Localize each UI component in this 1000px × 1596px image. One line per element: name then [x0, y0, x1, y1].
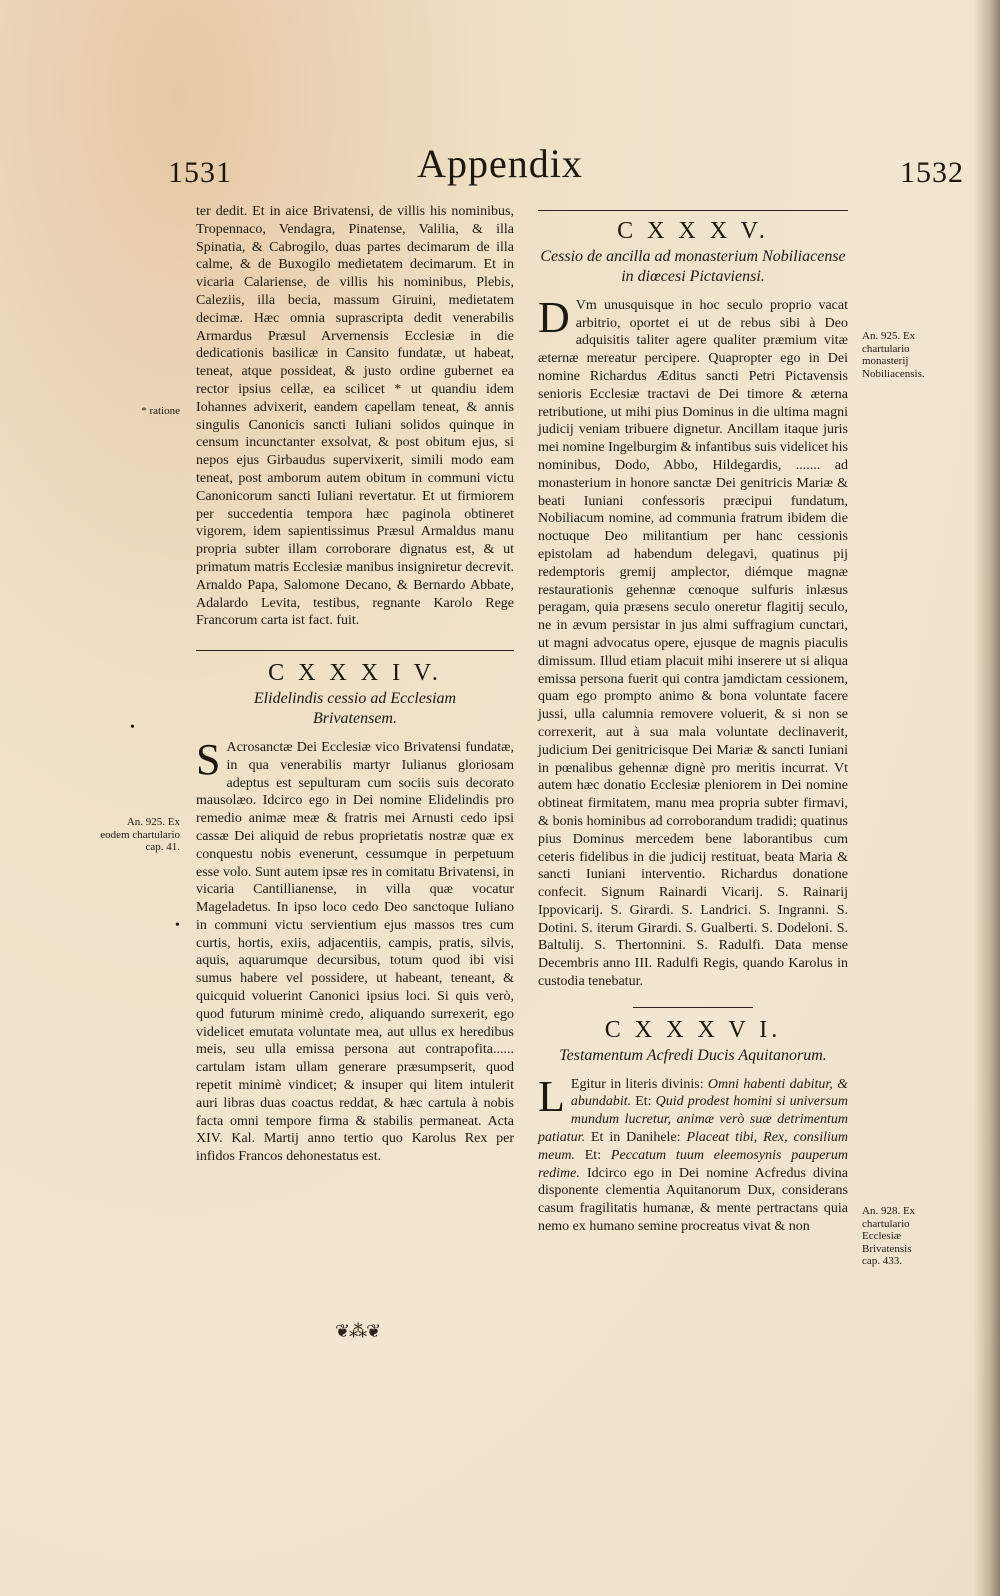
section-134-body — [196, 734, 514, 1166]
section-title-134-line2: Brivatensem. — [313, 709, 397, 727]
drop-cap: L — [538, 1071, 565, 1121]
margin-note-chartulary-41: An. 925. Ex eodem chartulario cap. 41. — [100, 816, 180, 853]
section-135-text: Vm unusquisque in hoc seculo proprio vacat arbitrio, oportet ei ut de rebus sibi à Deo adquisitis taliter agere qualiter præmium vitæ æternæ mereatur percipere. Quapropter ego in Dei nomine Richardus Æditus sancti Petri Pictavensis senioris Ecclesiæ tractavi de Dei timore & æterna retributione, ut mihi pius Dominus in die ultima magni judicij veniam tribuere dignetur. Ancillam itaque juris mei nomine Ingelburgim & infantibus suis videlicet his nominibus, Dodo, Abbo, Hildegardis, ....... ad monasterium in honore sanctæ Dei genitricis Mariæ & beati Iuniani confessoris præcipui fundatum, Nobiliacum nomine, ad communia fratrum ibidem die noctuque Deo militantium per hanc cessionis epistolam ad habendum delegavi, quatinus pij redemptoris gremij amplector, diémque magnæ restaurationis gehennæ cœnoque sulfuris inlæsus peragam, quia præsens seculo oneretur flagitij seculo, ne in ævum persistar in jus almi suffragium cunctari, ut magni advocatus opere, ejusque de magnis piaculis dimissum. Illud etiam placuit mihi inserere ut si aliqua emissa persona fuerit qui contra jamdictam cessionem, quam ego prompto animo & bona voluntate facere jussi, ulla calumnia removere voluerit, & si non se correxerit, aut à sua mala voluntate declinaverit, judicium Dei genitricisque Dei Mariæ & sancti Iuniani in pœnalibus gehennæ dignè pro meritis incurrat. Vt autem hæc donatio Ecclesiæ pleniorem in Dei nomine obtineat firmitatem, manu mea propria subter firmavi, & bonis hominibus ad corroborandum tradidi; quatinus pius Dominus mercedem bene laborantibus cum ceteris fidelibus in die judicij restituat, beata Maria & sancti Iuniani interventio. Richardus donatione confecit. Signum Rainardi Vicarij. S. Rainarij Ippovicarij. S. Girardi. S. Landrici. S. Ingranni. S. Dotini. S. iterum Girardi. S. Gualberti. S. Dodeloni. S. Baltulij. S. Thertonnini. S. Radulfi. Data mense Decembris anno III. Radulfi Regis, quando Karolus in custodia tenebatur. — [538, 297, 848, 990]
drop-cap: D — [538, 292, 570, 342]
scripture-quote: Placeat tibi, Rex, consilium meum. — [538, 1130, 848, 1163]
section-divider — [633, 1007, 753, 1008]
right-column — [538, 210, 848, 1236]
page-edge-shadow — [974, 0, 1000, 1596]
left-column — [196, 203, 514, 1166]
page-number-left: 1531 — [168, 156, 232, 189]
margin-note-ratione: * ratione — [141, 405, 180, 417]
section-rule — [538, 210, 848, 211]
page-number-right: 1532 — [900, 156, 964, 189]
section-title-136: Testamentum Acfredi Ducis Aquitanorum. — [559, 1046, 827, 1064]
page-title: Appendix — [417, 141, 583, 186]
section-title-135-line2: in diœcesi Pictaviensi. — [621, 267, 765, 285]
margin-note-brivatensis-433: An. 928. Ex chartulario Ecclesiæ Brivatensis cap. 433. — [862, 1205, 916, 1267]
section-135-body — [538, 292, 848, 991]
scripture-quote: Quid prodest homini si universum mundum lucretur, animæ verò suæ detrimentum patiatur. — [538, 1094, 848, 1146]
tailpiece-ornament: ❦⁂❦ — [335, 1321, 381, 1341]
scripture-quote: Omni habenti dabitur, & abundabit. — [570, 1076, 848, 1110]
section-title-135-line1: Cessio de ancilla ad monasterium Nobiliacense — [540, 247, 846, 265]
section-number-136: C X X X V I. — [604, 1016, 782, 1043]
margin-dot: • — [130, 720, 135, 735]
section-136-body — [538, 1071, 848, 1236]
section-rule — [196, 650, 514, 651]
section-title-134-line1: Elidelindis cessio ad Ecclesiam — [253, 689, 457, 707]
section-136-text: Idcirco ego in Dei nomine Acfredus divina disponente clementia Aquitanorum Dux, considerans casum fragilitatis humanæ, & mente pertractans quia nemo ex humano semine procreatus vivat & non — [538, 1165, 848, 1235]
section-number-135: C X X X V. — [617, 218, 769, 244]
drop-cap: S — [196, 734, 221, 784]
section-136-text: Egitur in literis divinis: — [570, 1076, 708, 1092]
scripture-quote: Peccatum tuum eleemosynis pauperum redime. — [538, 1147, 848, 1181]
section-136-text: Et: — [574, 1147, 611, 1163]
section-134-text: Acrosanctæ Dei Ecclesiæ vico Brivatensi fundatæ, in qua venerabilis martyr Iulianus gloriosam adeptus est sepulturam cum sociis suis decorato mausolæo. Idcirco ego in Dei nomine Elidelindis pro remedio animæ meæ & fratris mei Arnusti cedo ipsi cassæ Dei aliquid de rebus proprietatis nostræ quæ ex conquestu nobis evenerunt, cessumque in perpetuum esse volo. Sunt autem ipsæ res in comitatu Brivatensi, in vicaria Cantillianense, in villa quæ vocatur Mageladetus. In ipso loco cedo Deo sanctoque Iuliano in communi victu servientium ejus massos tres cum curtis, hortis, exiis, adjacentiis, campis, pratis, silvis, aquis, aquarumque decursibus, totum quod ibi visi sumus habere vel possidere, ut habeant, teneant, & quicquid voluerint Canonici ipsius loci. Si quis verò, quod futurum minimè credo, aliquando surrexerit, ego videlicet emutata voluntate mea, aut ullus ex heredibus meis, seu ulla emissa persona aut contrapofita...... cartulam istam ullam generare præsumpserit, quod repetit minimè vindicet; & insuper qui litem intulerit auri libras duas coactus reddat, & hæc cartula à nobis facta omni tempore firma & stabilis permaneat. Acta XIV. Kal. Martij anno tertio quo Karolus Rex per infidos Francos dehonestatus est. — [196, 739, 514, 1165]
margin-note-nobiliacum: An. 925. Ex chartulario monasterij Nobiliacensis. — [862, 330, 925, 380]
continuation-paragraph: ter dedit. Et in aice Brivatensi, de villis his nominibus, Tropennaco, Vendagra, Pinatense, Valilia, & illa Spinatia, & Cabrogilo, duas partes decimarum de illa calme, & de Buxogilo medietatem decimarum. Et in vicaria Calariense, de villis his nominibus, Plebis, Caleziis, illa becia, massum Giruini, medietatem decimæ. Hæc omnia suprascripta dedit venerabilis Armardus Præsul Arvernensis Ecclesiæ in die dedicationis basilicæ in Cansito fundatæ, ut habeat, teneat, atque possideat, & justo ordine gubernet ea rector ipsius cellæ, ea scilicet * ut quandiu idem Iohannes advixerit, eandem capellam teneat, & annis singulis Canonicis sancti Iuliani solidos quinque in censum incunctanter exsolvat, & post obitum ejus, si nepos ejus Girbaudus supervixerit, simili modo eam teneat, post amborum autem obitum in communi victu Canonicorum sancti Iuliani revertatur. Et ut firmiorem per succedentia tempora hæc paginola obtineret vigorem, idem sapientissimus Præsul Armaldus manu propria subter illam corroborare dignatus est, & ut primatum matris Ecclesiæ manibus insigniretur decrevit. Arnaldo Papa, Salomone Decano, & Bernardo Abbate, Adalardo Levita, testibus, regnante Karolo Rege Francorum carta ist fact. fuit. — [196, 204, 514, 629]
section-136-text: Et: — [631, 1094, 656, 1110]
section-136-text: Et in Danihele: — [585, 1130, 687, 1146]
margin-dot: • — [175, 918, 180, 933]
section-number-134: C X X X I V. — [268, 660, 442, 687]
